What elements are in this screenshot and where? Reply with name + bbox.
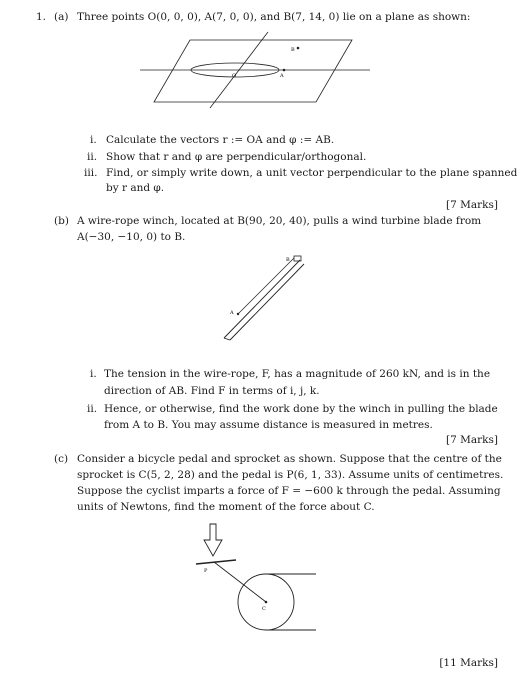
b-item-1-text: The tension in the wire-rope, F, has a magnitude of 260 kN, and is in the <box>104 368 491 380</box>
blade-edge-1 <box>224 260 300 338</box>
point-c <box>265 601 268 604</box>
point-a-blade <box>237 313 239 315</box>
part-a-intro: Three points O(0, 0, 0), A(7, 0, 0), and B(7, 14, 0) lie on a plane as shown: <box>77 11 471 23</box>
b-item-1-num: i. <box>90 368 97 380</box>
label-p: P <box>204 568 208 574</box>
a-item-3-text: Find, or simply write down, a unit vector perpendicular to the plane spanned <box>106 167 518 179</box>
label-b-blade: B <box>286 257 290 263</box>
part-c-label: (c) <box>54 453 69 465</box>
a-item-1-text: Calculate the vectors r := OA and φ := AB. <box>106 134 335 146</box>
point-b <box>297 47 300 50</box>
label-b: B <box>291 47 295 53</box>
label-o: O <box>232 73 237 79</box>
crank-arm <box>214 562 266 602</box>
blade-end <box>224 338 230 340</box>
part-c-line-1: Consider a bicycle pedal and sprocket as shown. Suppose that the centre of the <box>77 453 502 465</box>
part-b-intro-2: A(−30, −10, 0) to B. <box>77 231 186 243</box>
part-c-line-2: sprocket is C(5, 2, 28) and the pedal is P(6, 1, 33). Assume units of centimetres. <box>77 469 504 481</box>
part-c-line-3: Suppose the cyclist imparts a force of F = −600 k through the pedal. Assuming <box>77 485 501 497</box>
part-b-label: (b) <box>54 215 69 227</box>
a-item-3-text-cont: by r and φ. <box>106 182 165 194</box>
plane-figure <box>140 30 370 110</box>
a-item-1-num: i. <box>90 134 97 146</box>
a-item-2-text: Show that r and φ are perpendicular/orthogonal. <box>106 151 367 163</box>
label-c: C <box>262 606 266 612</box>
b-item-2-num: ii. <box>87 403 98 415</box>
b-item-2-text-cont: from A to B. You may assume distance is measured in metres. <box>104 419 433 431</box>
plane-outline <box>154 40 352 102</box>
label-a-blade: A <box>230 310 234 316</box>
sprocket-figure <box>190 520 320 632</box>
force-arrow <box>204 524 222 556</box>
a-item-2-num: ii. <box>87 151 98 163</box>
blade-edge-2 <box>230 264 304 340</box>
blade-figure <box>214 252 314 344</box>
c-marks: [11 Marks] <box>439 657 498 669</box>
a-item-3-num: iii. <box>84 167 98 179</box>
point-a <box>283 69 286 72</box>
b-item-1-text-cont: direction of AB. Find F in terms of i, j, k. <box>104 385 320 397</box>
part-a-label: (a) <box>54 11 69 23</box>
b-item-2-text: Hence, or otherwise, find the work done by the winch in pulling the blade <box>104 403 498 415</box>
wire-rope <box>238 258 294 314</box>
part-c-line-4: units of Newtons, find the moment of the force about C. <box>77 501 375 513</box>
a-marks: [7 Marks] <box>446 199 498 211</box>
question-number: 1. <box>36 11 47 23</box>
label-a: A <box>280 73 284 79</box>
b-marks: [7 Marks] <box>446 434 498 446</box>
part-b-intro-1: A wire-rope winch, located at B(90, 20, 40), pulls a wind turbine blade from <box>77 215 482 227</box>
